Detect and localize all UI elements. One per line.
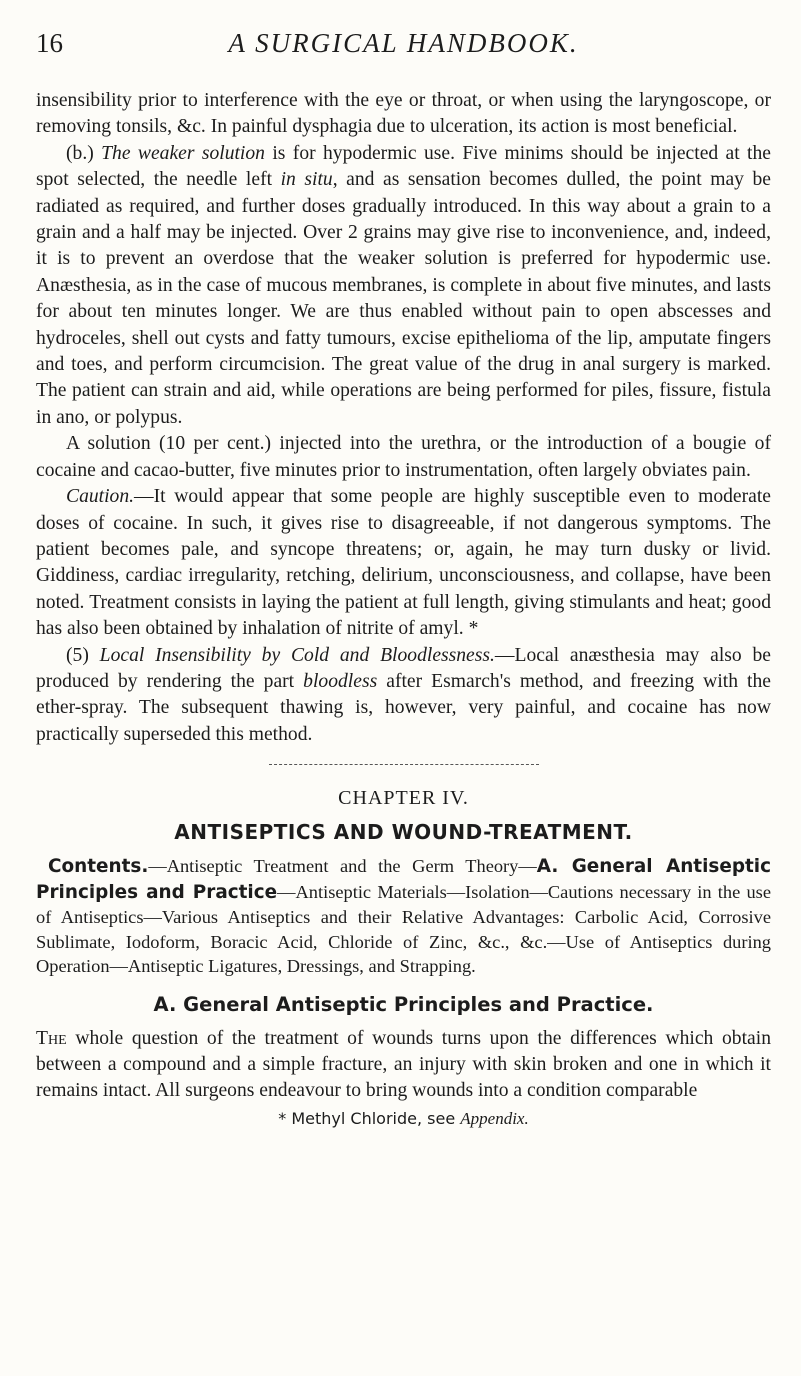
chapter-contents: Contents.—Antiseptic Treatment and the Germ Theory—A. General Antiseptic Principles and Practice—Antiseptic Materials—Isolation—Cautions necessary in the use of Antiseptics—Various Antiseptics and their Relative Advantages: Carbolic Acid, Corrosive Sublimate, Iodoform, Boracic Acid, Chloride of Zinc, &c., &c.—Use of Antiseptics during Operation—Antiseptic Ligatures, Dressings, and Strapping. bbox=[36, 856, 771, 977]
page-number: 16 bbox=[36, 28, 63, 58]
paragraph-caution: Caution.—It would appear that some people are highly susceptible even to moderate doses of cocaine. In such, it gives rise to disagreeable, if not dangerous symptoms. The patient becomes pale, and syncope threatens; or, again, he may turn dusky or livid. Giddiness, cardiac irregularity, retching, delirium, unconsciousness, and collapse, have been noted. Treatment consists in laying the patient at full length, giving stimulants and heat; good has also been obtained by inhalation of nitrite of amyl. * bbox=[36, 486, 771, 640]
paragraph-2: (b.) The weaker solution is for hypodermic use. Five minims should be injected at the spot selected, the needle left in situ, and as sensation becomes dulled, the point may be radiated as required, and further doses gradually introduced. In this way about a grain to a grain and a half may be injected. Over 2 grains may give rise to inconvenience, and, indeed, it is to prevent an overdose that the weaker solution is preferred for hypodermic use. Anæsthesia, as in the case of mucous membranes, is complete in about five minutes, and lasts for about ten minutes longer. We are thus enabled without pain to open abscesses and hydroceles, shell out cysts and fatty tumours, excise epithelioma of the lip, amputate fingers and toes, and perform circumcision. The great value of the drug in anal surgery is marked. The patient can strain and aid, while operations are being performed for piles, fissure, fistula in ano, or polypus. bbox=[36, 142, 771, 428]
paragraph-3: A solution (10 per cent.) injected into the urethra, or the introduction of a bougie of cocaine and cacao-butter, five minutes prior to instrumentation, often largely obviates pain. bbox=[36, 433, 771, 481]
paragraph-1: insensibility prior to interference with the eye or throat, or when using the laryngoscope, or removing tonsils, &c. In painful dysphagia due to ulceration, its action is most beneficial. bbox=[36, 90, 771, 138]
chapter-title: ANTISEPTICS AND WOUND-TREATMENT. bbox=[174, 820, 633, 845]
running-title: A SURGICAL HANDBOOK. bbox=[228, 28, 579, 58]
paragraph-5: (5) Local Insensibility by Cold and Bloodlessness.—Local anæsthesia may also be produced by rendering the part bloodless after Esmarch's method, and freezing with the ether-spray. The subsequent thawing is, however, very painful, and cocaine has now practically superseded this method. bbox=[36, 644, 771, 745]
section-heading: A. General Antiseptic Principles and Practice. bbox=[153, 992, 654, 1016]
chapter-label: CHAPTER IV. bbox=[338, 787, 469, 810]
footnote: * Methyl Chloride, see Appendix. bbox=[278, 1108, 529, 1128]
section-paragraph: The whole question of the treatment of wounds turns upon the differences which obtain between a compound and a simple fracture, an injury with skin broken and one in which it remains intact. All surgeons endeavour to bring wounds into a condition comparable bbox=[36, 1027, 771, 1102]
page-header bbox=[36, 28, 771, 68]
section-divider bbox=[269, 764, 539, 765]
body-text bbox=[36, 88, 771, 1129]
